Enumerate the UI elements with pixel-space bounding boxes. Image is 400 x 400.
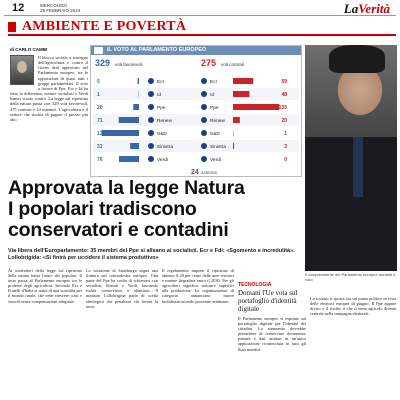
party-logo-icon [201,78,207,84]
chart-row-bg [93,75,299,87]
total-favorevoli-value: 329 [95,58,111,68]
total-contrari-value: 275 [201,58,217,68]
intro-paragraph: Il blocco sociale a sostegno dell'agricoltura e contro il Green deal approvato nel Parlamento europeo, tra le opposizioni di quasi tutti i gruppi parlamentari. Il voto a favore di Ppe, Ecr e Id ha fatto la differenza, mentre socialisti e Verdi hanno votato contro. La legge sul ripristino della natura passa con 329 voti favorevoli, 275 contrari e 24 astenuti. L'agricoltura è il settore che rischia di pagare il prezzo più alto. [10,55,88,122]
value-contrari: 48 [281,92,287,98]
eu-flag-icon [94,47,103,54]
total-contrari-label: voti contrari [221,62,245,67]
total-favorevoli-label: voti favorevoli [115,62,143,67]
party-logo-icon [201,143,207,149]
tech-box-text: Il Parlamento europeo si esprime sul portafoglio digitale per l'identità dei cittadini. Lo strumento dovrebbe permettere di conservare documenti, patente e dati sanitari in un'unica applicazione riconosciuta in tutti gli Stati membri. [238,316,306,352]
value-favorevoli: 5 [97,79,100,85]
page-number: 12 [12,2,25,14]
party-logo-icon [148,156,154,162]
sidebar-column: Lo scontro si sposta ora sul piano politico in vista delle elezioni europee di giugno. Il Ppe appare diviso e il rischio è che il tema agricolo diventi centrale nella campagna elettorale. [310,296,396,317]
category-label-right: Ppe [210,106,219,111]
article-column-3: Il regolamento impone il ripristino di almeno il 20 per cento delle aree terrestri e marine degradate entro il 2030. Per gli agricoltori significa sottrarre superfici alla produzione. Le organizzazioni di categoria annunciano nuove mobilitazioni nelle prossime settimane. [162,268,234,304]
photo-suit [305,137,397,271]
chart-row-bg [93,140,299,152]
section-title: AMBIENTE E POVERTÀ [22,19,187,34]
party-logo-icon [148,91,154,97]
category-label-right: Id [210,93,215,98]
photo-hair [329,45,385,73]
value-contrari: 20 [281,118,287,124]
value-favorevoli: 70 [97,157,103,163]
party-logo-icon [201,104,207,110]
value-contrari: 59 [281,79,287,85]
bar-favorevoli [130,143,139,149]
value-favorevoli: 71 [97,118,103,124]
category-label-left: Sinistra [157,145,173,150]
value-favorevoli: 20 [97,105,103,111]
bar-favorevoli [119,117,139,123]
chart-svg [91,55,301,176]
chart-title: IL VOTO AL PARLAMENTO EUROPEO [107,47,207,53]
bar-contrari [233,78,253,84]
headline: Approvata la legge Natura I popolari tradiscono conservatori e contadini [8,177,245,241]
party-logo-icon [201,91,207,97]
category-label-right: S&D [210,132,220,137]
vote-chart [90,45,302,177]
article-column-1: Ai sostenitori della legge sul ripristino della natura basta l'aiuto dei popolari. Il testo passa al Parlamento europeo tra le proteste degli agricoltori. Secondo Ecr e Fratelli d'Italia si tratta di una sconfitta per il mondo rurale, che vede crescere costi e vincoli senza compensazioni adeguate. [8,268,82,304]
category-label-left: Verdi [157,158,168,163]
bar-contrari [233,117,240,123]
total-astenuti-label: astenuti [201,170,217,175]
total-astenuti-value: 24 [191,169,199,176]
value-favorevoli: 31 [97,144,103,150]
newspaper-logo[interactable] [344,1,390,17]
bar-favorevoli [102,130,139,136]
category-label-left: S&D [157,132,167,137]
tech-box-heading: Domani l'Ue vota sul portafoglio d'identità digitale [238,289,298,313]
masthead [4,2,396,16]
party-logo-icon [201,156,207,162]
chart-header [91,46,301,55]
category-label-left: Id [157,93,162,98]
category-label-left: Ecr [157,80,165,85]
value-favorevoli: 1 [97,92,100,98]
bar-contrari [233,91,249,97]
party-logo-icon [201,117,207,123]
category-label-left: Ppe [157,106,166,111]
politician-photo [305,45,397,271]
category-label-right: Renew [210,119,225,124]
party-logo-icon [148,104,154,110]
chart-row-bg [93,88,299,100]
photo-caption: Il vicepresidente del Parlamento europeo durante il voto [305,272,396,282]
party-logo-icon [148,78,154,84]
bar-favorevoli [119,156,139,162]
party-logo-icon [148,143,154,149]
subheadline: Via libera dell'Europarlamento: 35 membri del Ppe si alleano ai socialisti. Ecr e Fdi: «Sgomento e incredulità». Lollobrigida: «Si finirà per uccidere il sistema produttivo» [8,248,295,261]
article-column-2: La votazione di Strasburgo segna una frattura nel centrodestra europeo. Una parte del Ppe ha scelto di schierarsi con socialisti, liberali e Verdi, lasciando isolati conservatori e identitari. Il ministro Lollobrigida parla di scelta ideologica che penalizza chi lavora la terra. [86,268,158,309]
tech-box-title: TECNOLOGIA [238,282,272,288]
party-logo-icon [148,130,154,136]
tech-box [238,282,306,396]
value-contrari: 3 [284,144,287,150]
category-label-right: Sinistra [210,145,226,150]
value-favorevoli: 131 [97,131,106,137]
photo-tie [353,137,363,197]
section-marker-icon [8,22,16,32]
bar-favorevoli [133,104,139,110]
value-contrari: 135 [278,105,287,111]
author-photo [10,55,34,85]
logo-la: La [343,1,359,16]
bar-favorevoli [138,78,139,84]
category-label-left: Renew [157,119,172,124]
author-byline: di CARLO CAMBI [10,47,48,52]
category-label-right: Ecr [210,80,218,85]
section-header [8,20,396,36]
date-line: MERCOLEDÌ 29 FEBBRAIO 2024 [40,3,81,13]
value-contrari: 1 [284,131,287,137]
bar-contrari [233,143,234,149]
value-contrari: 0 [284,157,287,163]
logo-verita: Verità [358,1,390,16]
party-logo-icon [148,117,154,123]
party-logo-icon [201,130,207,136]
bar-contrari [233,104,279,110]
category-label-right: Verdi [210,158,221,163]
